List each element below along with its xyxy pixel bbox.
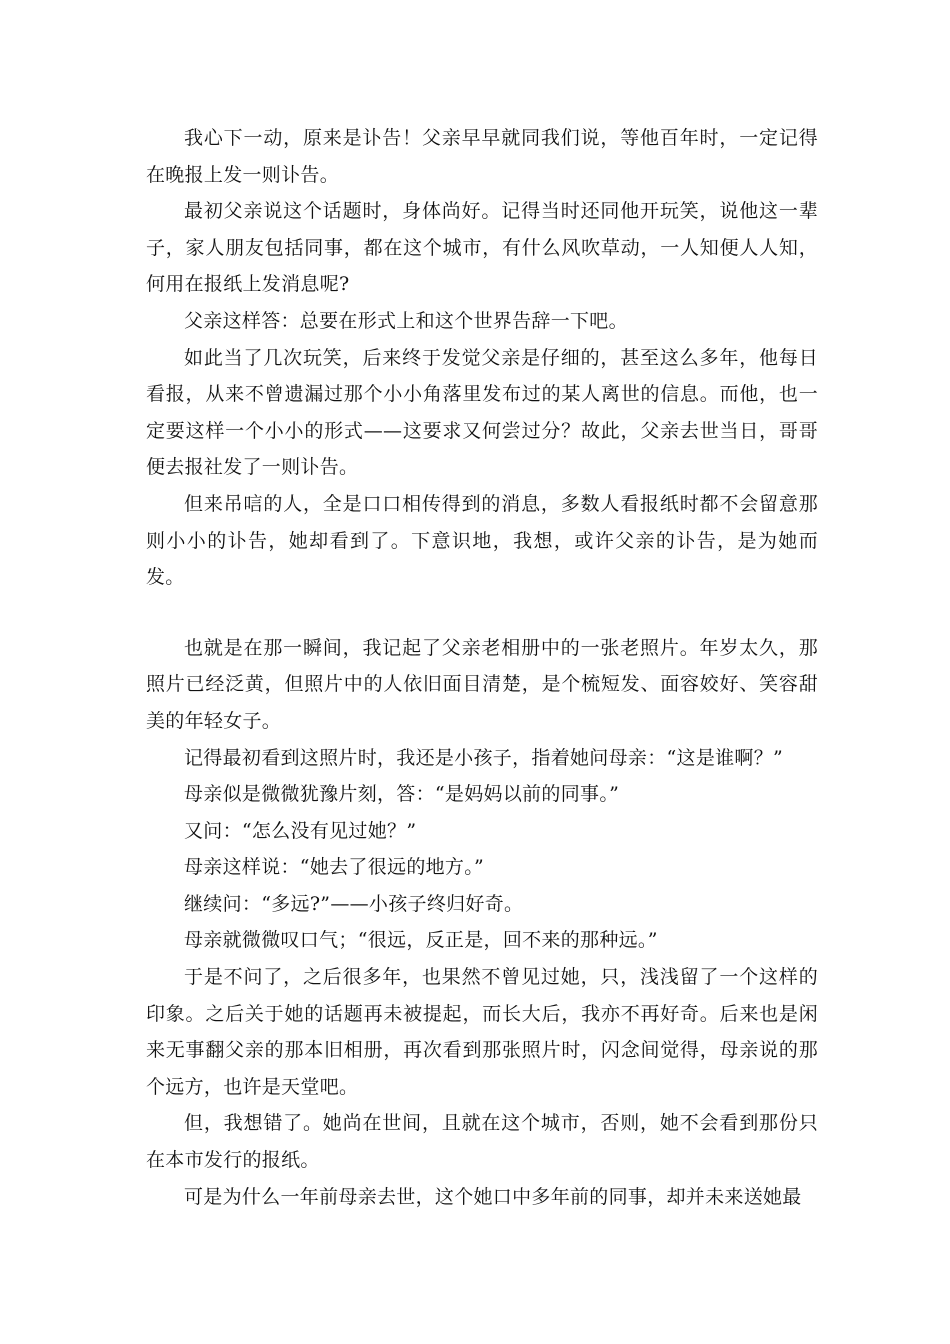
- paragraph-11: 继续问：“多远?”——小孩子终归好奇。: [184, 892, 524, 915]
- paragraph-10: 母亲这样说：“她去了很远的地方。”: [184, 856, 485, 879]
- paragraph-2: 最初父亲说这个话题时，身体尚好。记得当时还同他开玩笑，说他这一辈子，家人朋友包括同事，都在这个城市，有什么风吹草动，一人知便人人知，何用在报纸上发消息呢?: [146, 200, 818, 296]
- paragraph-5: 但来吊唁的人，全是口口相传得到的消息，多数人看报纸时都不会留意那则小小的讣告，她却看到了。下意识地，我想，或许父亲的讣告，是为她而发。: [146, 492, 818, 589]
- document-body: [146, 120, 818, 1215]
- paragraph-9: 又问：“怎么没有见过她？”: [184, 819, 417, 842]
- paragraph-4: 如此当了几次玩笑，后来终于发觉父亲是仔细的，甚至这么多年，他每日看报，从来不曾遗漏过那个小小角落里发布过的某人离世的信息。而他，也一定要这样一个小小的形式——这要求又何尝过分？故此，父亲去世当日，哥哥便去报社发了一则讣告。: [146, 346, 818, 479]
- paragraph-1: 我心下一动，原来是讣告！父亲早早就同我们说，等他百年时，一定记得在晚报上发一则讣告。: [146, 127, 818, 186]
- paragraph-12: 母亲就微微叹口气；“很远，反正是，回不来的那种远。”: [184, 929, 658, 952]
- paragraph-13: 于是不问了，之后很多年，也果然不曾见过她，只，浅浅留了一个这样的印象。之后关于她的话题再未被提起，而长大后，我亦不再好奇。后来也是闲来无事翻父亲的那本旧相册，再次看到那张照片时，闪念间觉得，母亲说的那个远方，也许是天堂吧。: [146, 966, 818, 1098]
- paragraph-3: 父亲这样答：总要在形式上和这个世界告辞一下吧。: [184, 309, 628, 332]
- paragraph-15: 可是为什么一年前母亲去世，这个她口中多年前的同事，却并未来送她最: [184, 1185, 802, 1208]
- paragraph-6: 也就是在那一瞬间，我记起了父亲老相册中的一张老照片。年岁太久，那照片已经泛黄，但照片中的人依旧面目清楚，是个梳短发、面容姣好、笑容甜美的年轻女子。: [146, 636, 818, 732]
- section-break: [146, 596, 818, 630]
- paragraph-8: 母亲似是微微犹豫片刻，答：“是妈妈以前的同事。”: [184, 783, 620, 806]
- paragraph-7: 记得最初看到这照片时，我还是小孩子，指着她问母亲：“这是谁啊？”: [184, 746, 784, 769]
- paragraph-14: 但，我想错了。她尚在世间，且就在这个城市，否则，她不会看到那份只在本市发行的报纸。: [146, 1112, 818, 1172]
